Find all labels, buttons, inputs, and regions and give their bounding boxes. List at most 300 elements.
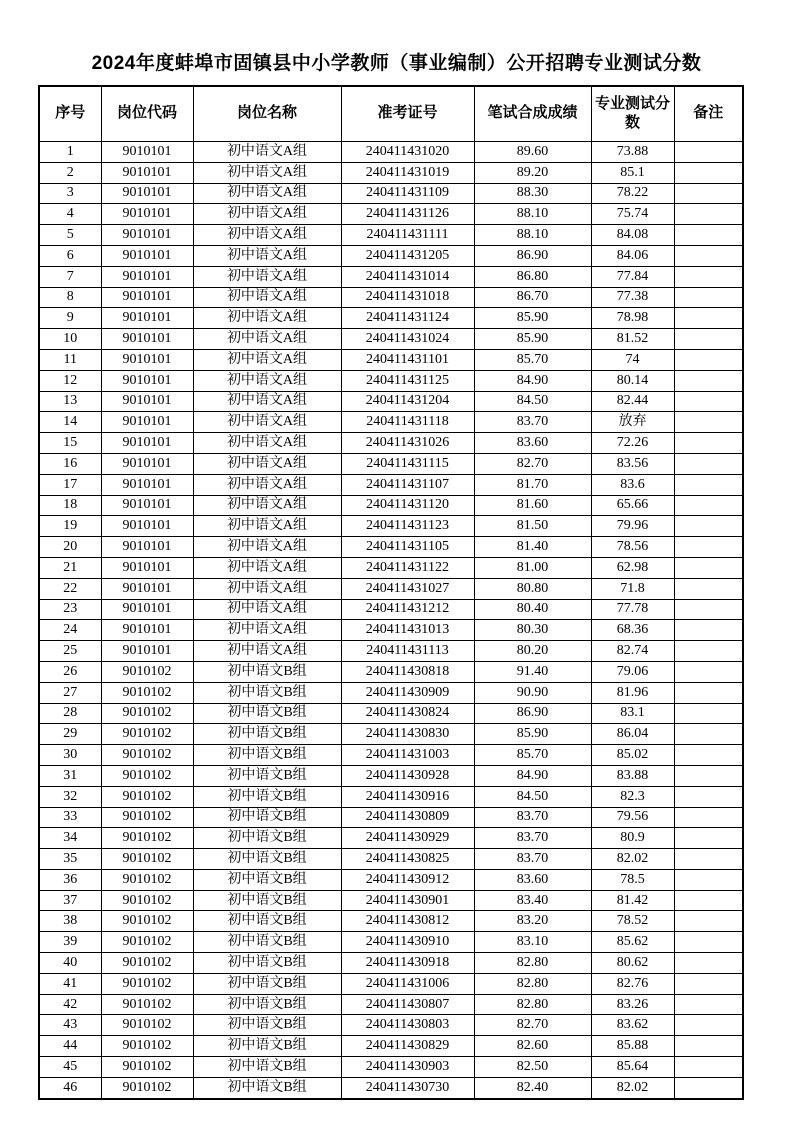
cell-position-name: 初中语文B组	[193, 1015, 341, 1036]
cell-position-code: 9010101	[101, 412, 193, 433]
cell-serial: 4	[39, 204, 101, 225]
cell-position-name: 初中语文A组	[193, 474, 341, 495]
cell-remark	[674, 516, 743, 537]
cell-position-name: 初中语文B组	[193, 807, 341, 828]
cell-position-name: 初中语文A组	[193, 391, 341, 412]
cell-position-code: 9010101	[101, 537, 193, 558]
cell-test-score: 74	[591, 349, 674, 370]
table-row	[39, 225, 743, 246]
cell-position-name: 初中语文A组	[193, 578, 341, 599]
score-table-body	[39, 142, 743, 1099]
table-row	[39, 1057, 743, 1078]
cell-test-score: 62.98	[591, 557, 674, 578]
cell-serial: 38	[39, 911, 101, 932]
cell-ticket-number: 240411431019	[341, 162, 474, 183]
cell-position-code: 9010101	[101, 557, 193, 578]
table-row	[39, 869, 743, 890]
cell-serial: 45	[39, 1057, 101, 1078]
cell-serial: 46	[39, 1077, 101, 1098]
cell-serial: 29	[39, 724, 101, 745]
cell-position-name: 初中语文A组	[193, 557, 341, 578]
cell-position-code: 9010101	[101, 266, 193, 287]
cell-position-code: 9010101	[101, 391, 193, 412]
cell-position-name: 初中语文B组	[193, 890, 341, 911]
cell-written-score: 83.70	[474, 807, 591, 828]
cell-remark	[674, 890, 743, 911]
cell-ticket-number: 240411431125	[341, 370, 474, 391]
cell-position-code: 9010102	[101, 890, 193, 911]
cell-serial: 41	[39, 973, 101, 994]
cell-serial: 16	[39, 453, 101, 474]
cell-position-name: 初中语文A组	[193, 453, 341, 474]
cell-serial: 5	[39, 225, 101, 246]
table-row	[39, 204, 743, 225]
cell-position-code: 9010102	[101, 828, 193, 849]
cell-remark	[674, 162, 743, 183]
cell-test-score: 68.36	[591, 620, 674, 641]
cell-test-score: 65.66	[591, 495, 674, 516]
score-table-header	[39, 86, 743, 142]
cell-remark	[674, 204, 743, 225]
page-title: 2024年度蚌埠市固镇县中小学教师（事业编制）公开招聘专业测试分数	[91, 53, 702, 74]
cell-position-code: 9010102	[101, 786, 193, 807]
cell-ticket-number: 240411430901	[341, 890, 474, 911]
cell-written-score: 85.70	[474, 745, 591, 766]
cell-written-score: 81.00	[474, 557, 591, 578]
cell-test-score: 放弃	[591, 412, 674, 433]
cell-serial: 28	[39, 703, 101, 724]
cell-position-name: 初中语文A组	[193, 225, 341, 246]
cell-position-name: 初中语文B组	[193, 953, 341, 974]
cell-ticket-number: 240411431101	[341, 349, 474, 370]
cell-written-score: 84.90	[474, 370, 591, 391]
cell-position-code: 9010102	[101, 765, 193, 786]
cell-written-score: 91.40	[474, 661, 591, 682]
cell-remark	[674, 807, 743, 828]
cell-written-score: 86.90	[474, 703, 591, 724]
cell-remark	[674, 266, 743, 287]
cell-remark	[674, 745, 743, 766]
cell-position-code: 9010102	[101, 1077, 193, 1098]
cell-written-score: 82.80	[474, 953, 591, 974]
cell-serial: 34	[39, 828, 101, 849]
table-row	[39, 474, 743, 495]
cell-remark	[674, 661, 743, 682]
cell-ticket-number: 240411431026	[341, 433, 474, 454]
cell-test-score: 85.1	[591, 162, 674, 183]
cell-position-code: 9010101	[101, 474, 193, 495]
header-test-score: 专业测试分数	[591, 86, 674, 142]
table-row	[39, 1036, 743, 1057]
cell-position-code: 9010101	[101, 329, 193, 350]
cell-remark	[674, 1036, 743, 1057]
cell-written-score: 90.90	[474, 682, 591, 703]
cell-position-name: 初中语文A组	[193, 641, 341, 662]
cell-position-code: 9010101	[101, 142, 193, 163]
cell-position-code: 9010101	[101, 225, 193, 246]
cell-written-score: 82.60	[474, 1036, 591, 1057]
table-row	[39, 786, 743, 807]
table-row	[39, 620, 743, 641]
cell-test-score: 81.42	[591, 890, 674, 911]
cell-serial: 9	[39, 308, 101, 329]
cell-ticket-number: 240411431013	[341, 620, 474, 641]
cell-serial: 18	[39, 495, 101, 516]
table-row	[39, 453, 743, 474]
score-table	[38, 85, 744, 1100]
cell-remark	[674, 1077, 743, 1098]
cell-ticket-number: 240411431113	[341, 641, 474, 662]
cell-ticket-number: 240411430830	[341, 724, 474, 745]
cell-written-score: 88.10	[474, 225, 591, 246]
cell-position-code: 9010101	[101, 516, 193, 537]
cell-ticket-number: 240411431024	[341, 329, 474, 350]
cell-position-code: 9010101	[101, 349, 193, 370]
cell-position-name: 初中语文B组	[193, 1057, 341, 1078]
cell-serial: 44	[39, 1036, 101, 1057]
cell-remark	[674, 245, 743, 266]
cell-position-code: 9010101	[101, 204, 193, 225]
table-row	[39, 391, 743, 412]
cell-ticket-number: 240411430903	[341, 1057, 474, 1078]
table-row	[39, 745, 743, 766]
cell-position-name: 初中语文B组	[193, 973, 341, 994]
cell-written-score: 84.50	[474, 391, 591, 412]
cell-test-score: 83.56	[591, 453, 674, 474]
cell-position-name: 初中语文A组	[193, 329, 341, 350]
cell-test-score: 78.52	[591, 911, 674, 932]
cell-remark	[674, 370, 743, 391]
cell-position-code: 9010102	[101, 994, 193, 1015]
cell-ticket-number: 240411430928	[341, 765, 474, 786]
cell-position-code: 9010102	[101, 807, 193, 828]
cell-written-score: 85.70	[474, 349, 591, 370]
cell-ticket-number: 240411431107	[341, 474, 474, 495]
cell-serial: 27	[39, 682, 101, 703]
table-row	[39, 890, 743, 911]
table-row	[39, 1015, 743, 1036]
cell-test-score: 79.06	[591, 661, 674, 682]
cell-remark	[674, 1015, 743, 1036]
cell-position-name: 初中语文A组	[193, 162, 341, 183]
cell-serial: 2	[39, 162, 101, 183]
cell-remark	[674, 911, 743, 932]
cell-ticket-number: 240411431204	[341, 391, 474, 412]
cell-written-score: 81.60	[474, 495, 591, 516]
cell-ticket-number: 240411431006	[341, 973, 474, 994]
cell-serial: 39	[39, 932, 101, 953]
cell-serial: 26	[39, 661, 101, 682]
cell-position-name: 初中语文B组	[193, 765, 341, 786]
cell-position-name: 初中语文A组	[193, 516, 341, 537]
cell-test-score: 80.14	[591, 370, 674, 391]
table-row	[39, 765, 743, 786]
cell-ticket-number: 240411430929	[341, 828, 474, 849]
cell-position-name: 初中语文A组	[193, 620, 341, 641]
cell-remark	[674, 433, 743, 454]
header-ticket-number: 准考证号	[341, 86, 474, 142]
cell-written-score: 89.20	[474, 162, 591, 183]
table-row	[39, 932, 743, 953]
table-row	[39, 245, 743, 266]
table-row	[39, 703, 743, 724]
table-row	[39, 183, 743, 204]
cell-remark	[674, 308, 743, 329]
cell-written-score: 81.50	[474, 516, 591, 537]
cell-written-score: 82.40	[474, 1077, 591, 1098]
table-row	[39, 266, 743, 287]
cell-serial: 42	[39, 994, 101, 1015]
cell-ticket-number: 240411430910	[341, 932, 474, 953]
cell-written-score: 88.30	[474, 183, 591, 204]
cell-serial: 30	[39, 745, 101, 766]
cell-remark	[674, 142, 743, 163]
cell-serial: 14	[39, 412, 101, 433]
cell-position-name: 初中语文A组	[193, 349, 341, 370]
cell-written-score: 82.70	[474, 1015, 591, 1036]
cell-position-code: 9010102	[101, 1057, 193, 1078]
cell-remark	[674, 474, 743, 495]
table-row	[39, 162, 743, 183]
cell-position-name: 初中语文A组	[193, 245, 341, 266]
cell-test-score: 82.02	[591, 849, 674, 870]
cell-ticket-number: 240411431205	[341, 245, 474, 266]
cell-test-score: 75.74	[591, 204, 674, 225]
cell-ticket-number: 240411431111	[341, 225, 474, 246]
cell-ticket-number: 240411431014	[341, 266, 474, 287]
cell-position-name: 初中语文B组	[193, 869, 341, 890]
cell-serial: 40	[39, 953, 101, 974]
cell-position-name: 初中语文B组	[193, 682, 341, 703]
cell-ticket-number: 240411431003	[341, 745, 474, 766]
cell-ticket-number: 240411430812	[341, 911, 474, 932]
cell-position-name: 初中语文B组	[193, 828, 341, 849]
cell-written-score: 80.80	[474, 578, 591, 599]
cell-written-score: 83.10	[474, 932, 591, 953]
cell-ticket-number: 240411431118	[341, 412, 474, 433]
header-remark: 备注	[674, 86, 743, 142]
cell-remark	[674, 287, 743, 308]
cell-ticket-number: 240411431122	[341, 557, 474, 578]
cell-written-score: 81.40	[474, 537, 591, 558]
table-row	[39, 724, 743, 745]
cell-position-code: 9010102	[101, 745, 193, 766]
cell-position-name: 初中语文B组	[193, 994, 341, 1015]
cell-position-name: 初中语文B组	[193, 1077, 341, 1098]
cell-test-score: 83.62	[591, 1015, 674, 1036]
cell-remark	[674, 1057, 743, 1078]
cell-position-code: 9010102	[101, 724, 193, 745]
cell-position-code: 9010101	[101, 599, 193, 620]
table-row	[39, 661, 743, 682]
cell-remark	[674, 453, 743, 474]
cell-serial: 21	[39, 557, 101, 578]
cell-ticket-number: 240411431027	[341, 578, 474, 599]
cell-serial: 33	[39, 807, 101, 828]
cell-position-name: 初中语文A组	[193, 599, 341, 620]
cell-test-score: 82.3	[591, 786, 674, 807]
cell-position-code: 9010101	[101, 578, 193, 599]
cell-test-score: 82.76	[591, 973, 674, 994]
cell-test-score: 72.26	[591, 433, 674, 454]
cell-serial: 1	[39, 142, 101, 163]
cell-remark	[674, 973, 743, 994]
cell-test-score: 79.96	[591, 516, 674, 537]
cell-serial: 24	[39, 620, 101, 641]
cell-position-code: 9010101	[101, 433, 193, 454]
cell-test-score: 85.02	[591, 745, 674, 766]
cell-remark	[674, 869, 743, 890]
cell-position-code: 9010102	[101, 911, 193, 932]
cell-remark	[674, 953, 743, 974]
cell-ticket-number: 240411430824	[341, 703, 474, 724]
cell-position-code: 9010102	[101, 973, 193, 994]
cell-remark	[674, 765, 743, 786]
cell-written-score: 89.60	[474, 142, 591, 163]
cell-test-score: 78.22	[591, 183, 674, 204]
cell-ticket-number: 240411431212	[341, 599, 474, 620]
cell-remark	[674, 537, 743, 558]
cell-serial: 13	[39, 391, 101, 412]
cell-ticket-number: 240411430829	[341, 1036, 474, 1057]
cell-position-name: 初中语文A组	[193, 308, 341, 329]
cell-test-score: 73.88	[591, 142, 674, 163]
cell-remark	[674, 329, 743, 350]
cell-remark	[674, 349, 743, 370]
cell-position-name: 初中语文A组	[193, 287, 341, 308]
cell-position-name: 初中语文B组	[193, 911, 341, 932]
cell-serial: 23	[39, 599, 101, 620]
cell-remark	[674, 391, 743, 412]
table-row	[39, 1077, 743, 1098]
cell-remark	[674, 641, 743, 662]
cell-position-code: 9010101	[101, 641, 193, 662]
cell-serial: 15	[39, 433, 101, 454]
cell-written-score: 83.40	[474, 890, 591, 911]
cell-remark	[674, 932, 743, 953]
cell-position-name: 初中语文A组	[193, 433, 341, 454]
cell-position-name: 初中语文B组	[193, 786, 341, 807]
cell-position-code: 9010101	[101, 245, 193, 266]
cell-position-code: 9010102	[101, 703, 193, 724]
cell-written-score: 85.90	[474, 724, 591, 745]
cell-position-code: 9010101	[101, 308, 193, 329]
cell-ticket-number: 240411431018	[341, 287, 474, 308]
cell-written-score: 82.70	[474, 453, 591, 474]
header-position-name: 岗位名称	[193, 86, 341, 142]
cell-position-code: 9010101	[101, 620, 193, 641]
cell-ticket-number: 240411430918	[341, 953, 474, 974]
cell-test-score: 81.52	[591, 329, 674, 350]
cell-test-score: 82.02	[591, 1077, 674, 1098]
cell-ticket-number: 240411430803	[341, 1015, 474, 1036]
cell-ticket-number: 240411430909	[341, 682, 474, 703]
cell-serial: 25	[39, 641, 101, 662]
cell-serial: 17	[39, 474, 101, 495]
cell-written-score: 83.70	[474, 849, 591, 870]
cell-position-code: 9010102	[101, 869, 193, 890]
cell-remark	[674, 724, 743, 745]
cell-serial: 6	[39, 245, 101, 266]
cell-position-code: 9010101	[101, 495, 193, 516]
cell-test-score: 77.78	[591, 599, 674, 620]
cell-position-code: 9010102	[101, 932, 193, 953]
cell-test-score: 77.84	[591, 266, 674, 287]
cell-serial: 43	[39, 1015, 101, 1036]
cell-remark	[674, 703, 743, 724]
cell-written-score: 80.40	[474, 599, 591, 620]
table-row	[39, 994, 743, 1015]
cell-remark	[674, 578, 743, 599]
cell-position-code: 9010102	[101, 1036, 193, 1057]
table-row	[39, 537, 743, 558]
cell-written-score: 80.20	[474, 641, 591, 662]
cell-test-score: 85.64	[591, 1057, 674, 1078]
cell-written-score: 86.80	[474, 266, 591, 287]
cell-test-score: 78.5	[591, 869, 674, 890]
cell-serial: 32	[39, 786, 101, 807]
cell-written-score: 82.50	[474, 1057, 591, 1078]
cell-remark	[674, 225, 743, 246]
cell-ticket-number: 240411431123	[341, 516, 474, 537]
cell-test-score: 81.96	[591, 682, 674, 703]
cell-test-score: 84.08	[591, 225, 674, 246]
header-written-score: 笔试合成成绩	[474, 86, 591, 142]
cell-written-score: 83.70	[474, 412, 591, 433]
cell-position-name: 初中语文A组	[193, 537, 341, 558]
cell-written-score: 85.90	[474, 308, 591, 329]
cell-written-score: 82.80	[474, 973, 591, 994]
table-row	[39, 287, 743, 308]
cell-position-name: 初中语文B组	[193, 661, 341, 682]
table-row	[39, 329, 743, 350]
cell-ticket-number: 240411430916	[341, 786, 474, 807]
table-row	[39, 973, 743, 994]
cell-test-score: 83.6	[591, 474, 674, 495]
score-table-container	[38, 85, 744, 1100]
cell-ticket-number: 240411431126	[341, 204, 474, 225]
cell-position-code: 9010102	[101, 661, 193, 682]
table-row	[39, 433, 743, 454]
cell-written-score: 83.60	[474, 433, 591, 454]
table-row	[39, 495, 743, 516]
cell-test-score: 83.88	[591, 765, 674, 786]
cell-position-name: 初中语文B组	[193, 703, 341, 724]
cell-test-score: 77.38	[591, 287, 674, 308]
cell-position-code: 9010101	[101, 162, 193, 183]
table-row	[39, 578, 743, 599]
cell-serial: 31	[39, 765, 101, 786]
cell-test-score: 71.8	[591, 578, 674, 599]
cell-serial: 22	[39, 578, 101, 599]
table-row	[39, 370, 743, 391]
cell-serial: 7	[39, 266, 101, 287]
cell-remark	[674, 412, 743, 433]
header-serial: 序号	[39, 86, 101, 142]
cell-serial: 11	[39, 349, 101, 370]
cell-written-score: 85.90	[474, 329, 591, 350]
cell-serial: 20	[39, 537, 101, 558]
cell-test-score: 78.98	[591, 308, 674, 329]
cell-position-name: 初中语文B组	[193, 745, 341, 766]
table-row	[39, 682, 743, 703]
table-row	[39, 516, 743, 537]
cell-test-score: 78.56	[591, 537, 674, 558]
cell-serial: 8	[39, 287, 101, 308]
cell-test-score: 85.62	[591, 932, 674, 953]
cell-serial: 12	[39, 370, 101, 391]
cell-position-name: 初中语文A组	[193, 495, 341, 516]
